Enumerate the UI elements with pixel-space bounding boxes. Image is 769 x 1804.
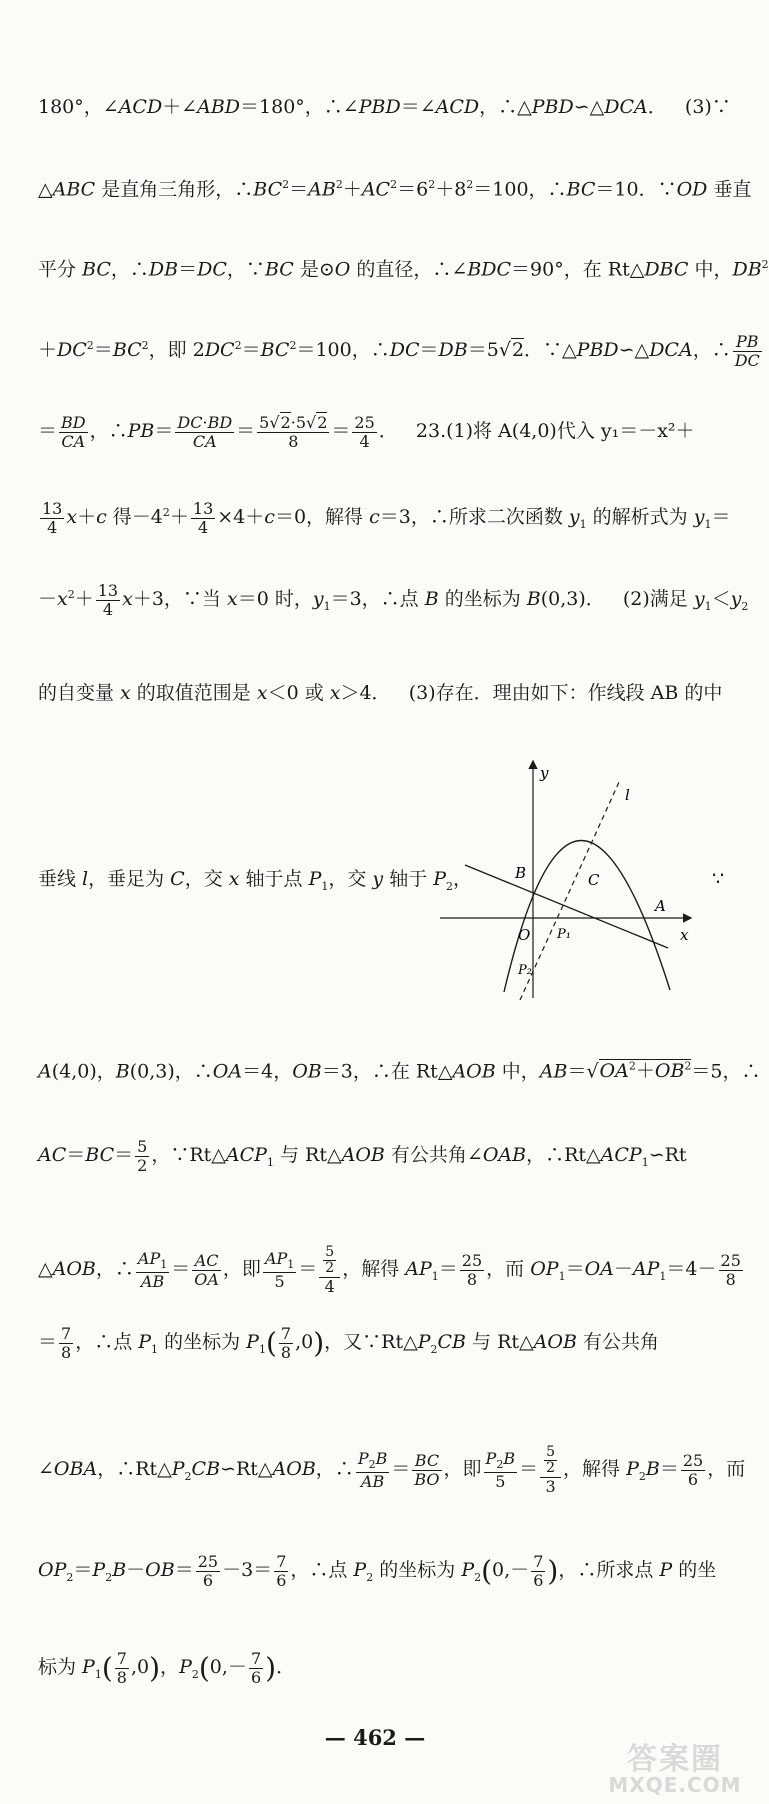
line-8: 的自变量 x 的取值范围是 x＜0 或 x＞4． (3)存在．理由如下：作线段 AB 的中: [38, 682, 723, 704]
line-13: ＝ $\frac{7}{8}$ ，∴点 $P_1$ 的坐标为 $P_1$( $\frac{7}{8}$ ,0)，又$\because Rt\triangle P_2CB$ 与 Rt△AOB 有公共角: [38, 1324, 659, 1362]
line-15: $OP_2=P_2B-OB=$ $\frac{25}{6}$ －3＝ $\frac{7}{6}$ ，∴点 $P_2$ 的坐标为 $P_2(0,-$ $\frac{7}{6}$ )，∴所求点 P 的坐: [38, 1552, 717, 1590]
watermark-url: MXQE.COM: [608, 1773, 742, 1797]
line-7: $-x^2+$ $\frac{13}{4}$ x＋3，∵当 x＝0 时，$y_1=3$，∴点 B 的坐标为 B(0,3)． (2)满足 $y_1<y_2$: [38, 581, 749, 619]
watermark-text: 答案圈: [627, 1742, 723, 1777]
label-x: x: [680, 926, 689, 944]
page-number: — 462 —: [324, 1725, 426, 1750]
line-16: 标为 $P_1$( $\frac{7}{8}$ ,0)，$P_2(0,-$ $\frac{7}{6}$ )．: [38, 1649, 296, 1687]
line-9: 垂线 l，垂足为 C，交 x 轴于点 $P_1$，交 y 轴于 $P_2$，: [38, 868, 473, 893]
line-4: $+DC^2=BC^2$，即 $2DC^2=BC^2=100$，∴DC＝DB＝5√2．∵△PBD∽△DCA，∴ $\frac{PB}{DC}$: [38, 332, 760, 370]
watermark-logo: [600, 1742, 750, 1804]
line-2: △ABC 是直角三角形，$\therefore BC^2=AB^2+AC^2=6^2+8^2=100$，∴BC＝10．∵OD 垂直: [38, 178, 752, 201]
label-l: l: [625, 786, 630, 804]
label-a: A: [655, 897, 666, 915]
line-6: $\frac{13}{4}$ x＋c 得$-4^2+$ $\frac{13}{4}$ ×4＋c＝0，解得 c＝3，∴所求二次函数 $y_1$ 的解析式为 $y_1=$: [42, 499, 731, 537]
line-14: ∠OBA，$\therefore Rt\triangle P_2CB∽Rt\triangle AOB$，∴ $\frac{P_2B}{AB}$ ＝ $\frac{BC}{BO}$ ，即 $\frac{P_2B}{5}$ ＝ $\frac{\frac{5}{2}}{3}$ ，解得 $P_2B=$ $\frac{25}{6}$ ，而: [38, 1444, 746, 1496]
line-3: 平分 BC，∴DB＝DC，∵BC 是⊙O 的直径，∴∠BDC＝90°，在 Rt△DBC 中，$DB^2$: [38, 258, 769, 281]
label-p1: P₁: [557, 927, 571, 942]
label-b: B: [515, 864, 527, 882]
label-y: y: [540, 764, 549, 782]
line-11: AC＝BC＝ $\frac{5}{2}$ ，$\because Rt\triangle ACP_1$ 与 Rt△AOB 有公共角∠OAB，$\therefore Rt\triangle ACP_1∽Rt$: [38, 1137, 687, 1175]
line-5: ＝ $\frac{BD}{CA}$ ，∴PB＝ $\frac{DC\cdot BD}{CA}$ ＝ $\frac{5√2\cdot 5√2}{8}$ ＝ $\frac{25}{4}$ ． 23.(1)将 A(4,0)代入 y₁＝－x²＋: [38, 413, 695, 451]
line-12: △AOB，∴ $\frac{AP_1}{AB}$ ＝ $\frac{AC}{OA}$ ，即 $\frac{AP_1}{5}$ ＝ $\frac{\frac{5}{2}}{4}$ ，解得 $AP_1=$ $\frac{25}{8}$ ，而 $OP_1=OA-AP_1=4-$ $\frac{25}{8}$: [38, 1244, 741, 1296]
label-c: C: [588, 871, 600, 889]
parabola-figure: [440, 760, 700, 1000]
line-1: 180°，∠ACD＋∠ABD＝180°，∴∠PBD＝∠ACD，∴△PBD∽△DCA． (3)∵: [38, 96, 731, 118]
line-10: A(4,0)，B(0,3)，∴OA＝4，OB＝3，∴在 Rt△AOB 中，$AB=√OA^2+OB^2=5$，∴: [38, 1060, 761, 1083]
label-p2: P₂: [518, 963, 532, 978]
because-symbol: ∵: [712, 868, 725, 890]
label-o: O: [518, 926, 531, 944]
